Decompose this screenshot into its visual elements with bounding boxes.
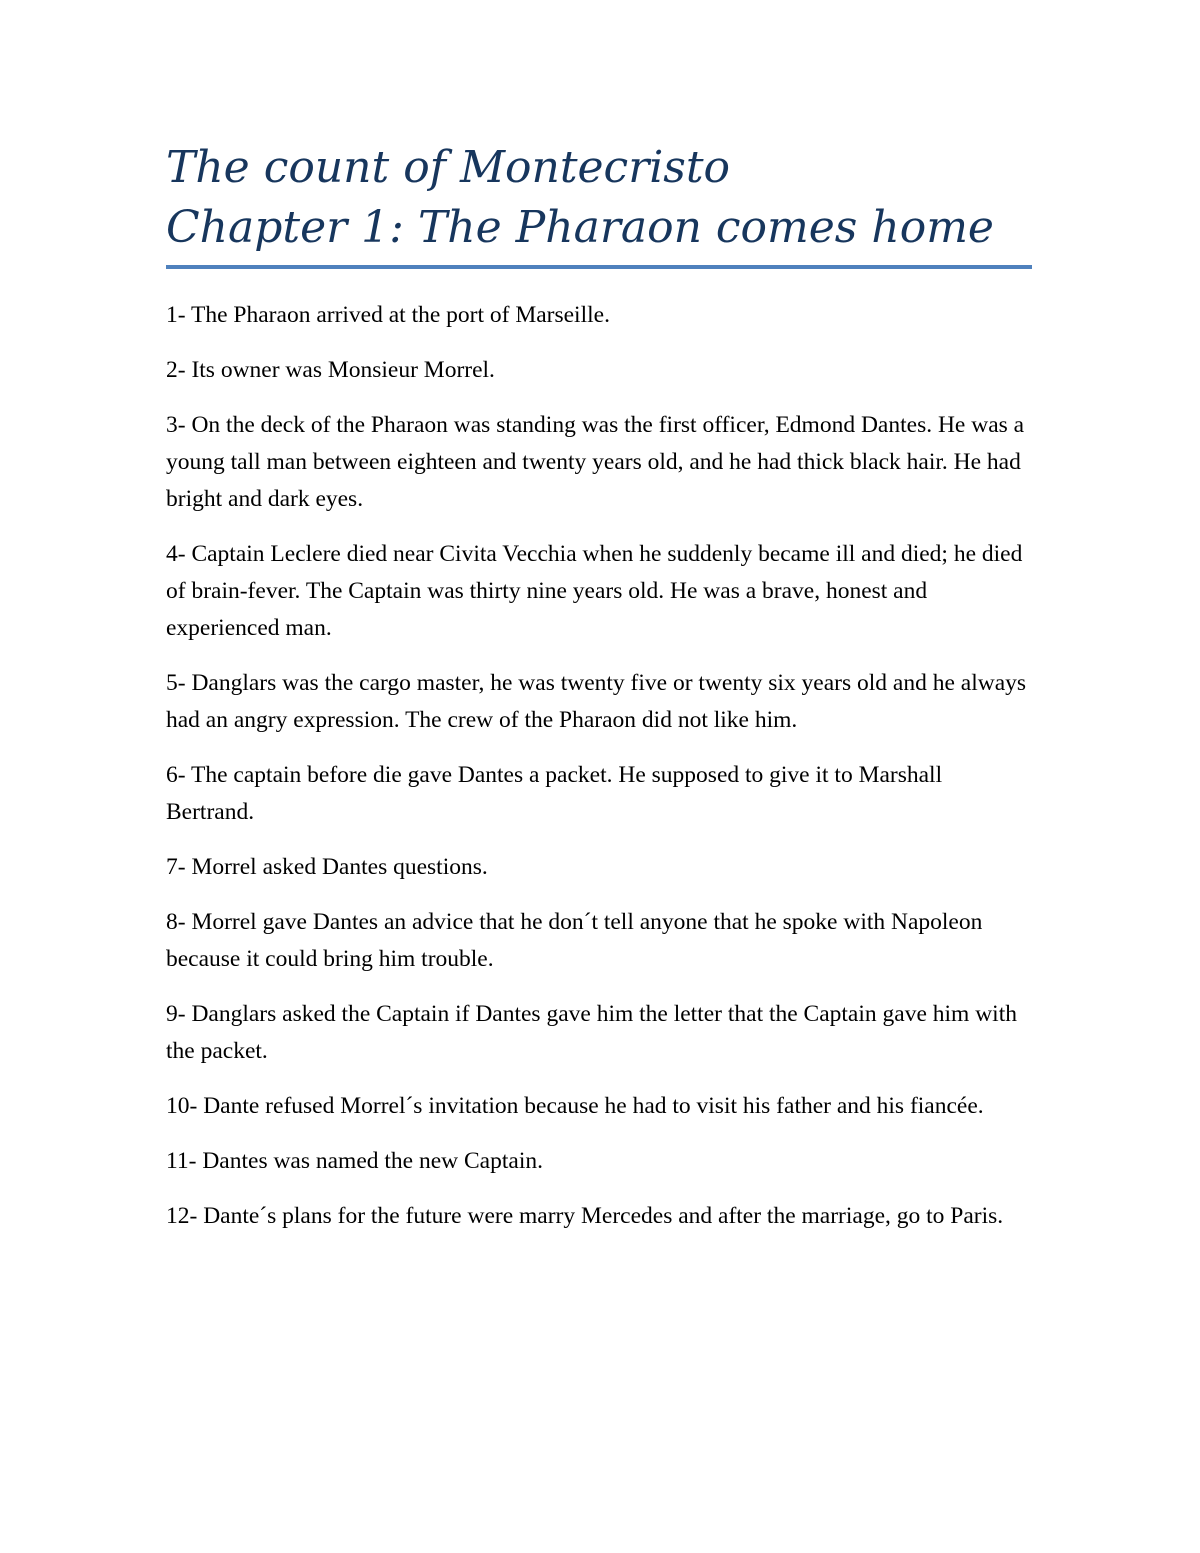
- summary-item-3: 3- On the deck of the Pharaon was standing was the first officer, Edmond Dantes. He was a young tall man between eighteen and twenty years old, and he had thick black hair. He had bright and dark eyes.: [166, 412, 1025, 512]
- document-title: The count of Montecristo: [166, 142, 731, 193]
- summary-item-2: 2- Its owner was Monsieur Morrel.: [166, 357, 495, 383]
- summary-item-5: 5- Danglars was the cargo master, he was twenty five or twenty six years old and he always had an angry expression. The crew of the Pharaon did not like him.: [166, 670, 1027, 733]
- summary-item-9: 9- Danglars asked the Captain if Dantes gave him the letter that the Captain gave him with the packet.: [166, 1001, 1017, 1064]
- summary-item-4: 4- Captain Leclere died near Civita Vecchia when he suddenly became ill and died; he died of brain-fever. The Captain was thirty nine years old. He was a brave, honest and experienced man.: [166, 541, 1023, 641]
- summary-item-8: 8- Morrel gave Dantes an advice that he don´t tell anyone that he spoke with Napoleon because it could bring him trouble.: [166, 909, 983, 972]
- title-block: [166, 138, 1032, 258]
- summary-item-10: 10- Dante refused Morrel´s invitation because he had to visit his father and his fiancée.: [166, 1093, 984, 1119]
- title-underline-rule: [166, 265, 1032, 269]
- chapter-title: Chapter 1: The Pharaon comes home: [166, 202, 994, 253]
- summary-item-11: 11- Dantes was named the new Captain.: [166, 1148, 543, 1174]
- summary-item-6: 6- The captain before die gave Dantes a packet. He supposed to give it to Marshall Bertrand.: [166, 762, 943, 825]
- summary-list: [166, 297, 1036, 1253]
- summary-item-1: 1- The Pharaon arrived at the port of Marseille.: [166, 302, 610, 328]
- summary-item-12: 12- Dante´s plans for the future were marry Mercedes and after the marriage, go to Paris.: [166, 1203, 1004, 1229]
- summary-item-7: 7- Morrel asked Dantes questions.: [166, 854, 488, 880]
